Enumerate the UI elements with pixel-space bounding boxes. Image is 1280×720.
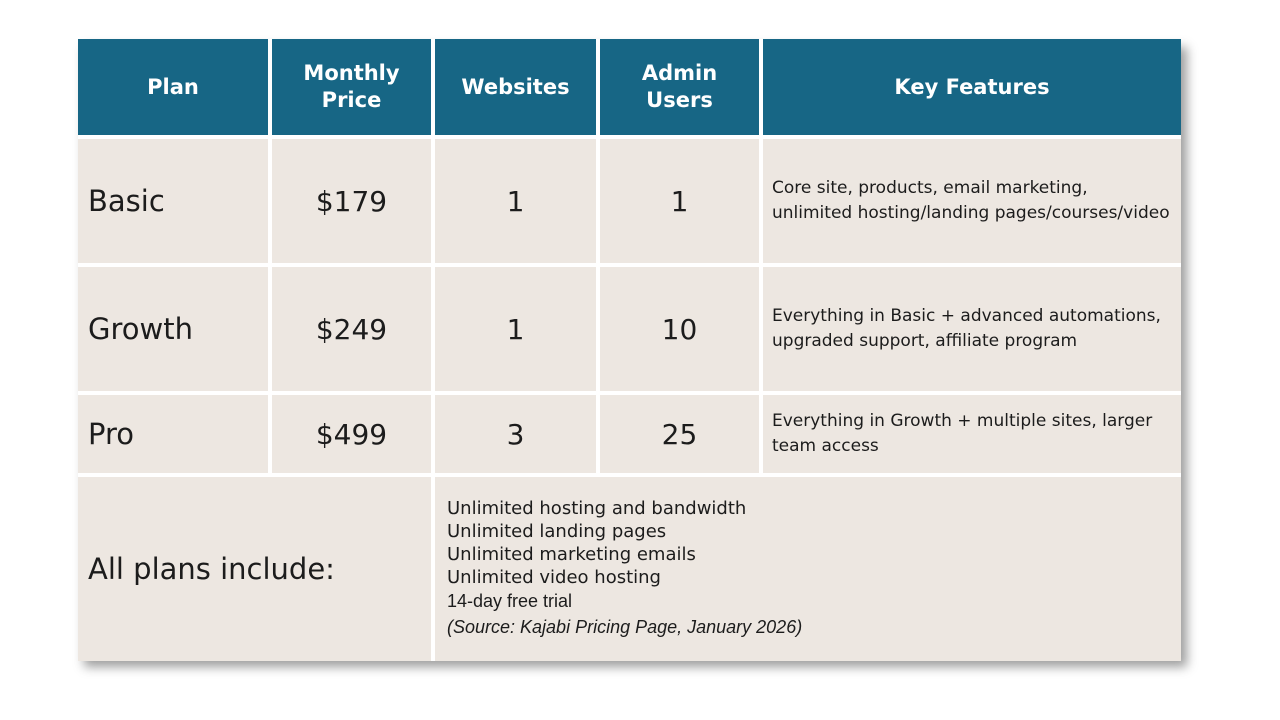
admin-users-cell: 10 <box>598 265 761 393</box>
include-item: Unlimited landing pages <box>447 521 667 542</box>
admin-users-cell: 1 <box>598 137 761 265</box>
plan-name-cell: Growth <box>78 265 270 393</box>
features-cell: Core site, products, email marketing, unlimited hosting/landing pages/courses/video <box>761 137 1181 265</box>
price-cell: $499 <box>270 393 433 475</box>
table-row <box>78 265 1181 393</box>
plan-name-cell: Pro <box>78 393 270 475</box>
include-item: Unlimited video hosting <box>447 567 661 588</box>
all-plans-row <box>78 475 1181 661</box>
header-monthly-price: Monthly Price <box>270 39 433 137</box>
admin-users-cell: 25 <box>598 393 761 475</box>
include-item: Unlimited marketing emails <box>447 544 696 565</box>
plan-name-cell: Basic <box>78 137 270 265</box>
all-plans-includes <box>433 475 1181 661</box>
pricing-table <box>78 39 1181 659</box>
header-admin-users: Admin Users <box>598 39 761 137</box>
header-websites: Websites <box>433 39 598 137</box>
header-key-features: Key Features <box>761 39 1181 137</box>
free-trial-note: 14-day free trial <box>447 591 573 611</box>
header-plan: Plan <box>78 39 270 137</box>
table-row <box>78 393 1181 475</box>
price-cell: $249 <box>270 265 433 393</box>
source-citation: (Source: Kajabi Pricing Page, January 2026) <box>447 617 803 637</box>
price-cell: $179 <box>270 137 433 265</box>
header-row <box>78 39 1181 137</box>
features-cell: Everything in Basic + advanced automations, upgraded support, affiliate program <box>761 265 1181 393</box>
websites-cell: 1 <box>433 265 598 393</box>
websites-cell: 1 <box>433 137 598 265</box>
pricing-table-grid <box>78 39 1181 661</box>
include-item: Unlimited hosting and bandwidth <box>447 498 747 519</box>
websites-cell: 3 <box>433 393 598 475</box>
features-cell: Everything in Growth + multiple sites, larger team access <box>761 393 1181 475</box>
table-row <box>78 137 1181 265</box>
all-plans-label: All plans include: <box>78 475 433 661</box>
